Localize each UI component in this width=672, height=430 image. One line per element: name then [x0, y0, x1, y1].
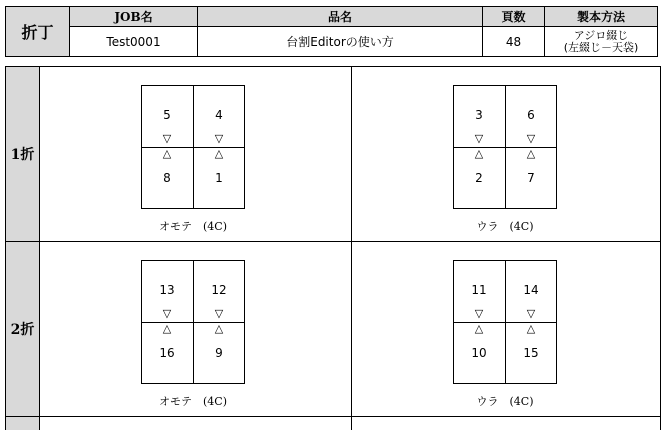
page-number: 2 [475, 171, 483, 185]
fold-label: 1折 [6, 67, 40, 241]
page-number: 13 [159, 283, 175, 297]
page-number: 11 [471, 283, 487, 297]
fold-row-1 [6, 67, 660, 242]
product-name: 台割Editorの使い方 [198, 27, 483, 57]
back-cell [351, 417, 660, 430]
page-number: 1 [215, 171, 223, 185]
job-name: Test0001 [70, 27, 198, 57]
col-header-job: JOB名 [70, 7, 198, 27]
page-number: 7 [527, 171, 535, 185]
triangle-up-icon: △ [162, 322, 172, 335]
front-cell [40, 242, 351, 416]
imposition-sheet[interactable] [453, 260, 557, 384]
page-number: 3 [475, 108, 483, 122]
page-number: 5 [163, 108, 171, 122]
front-cell [40, 67, 351, 241]
triangle-up-icon: △ [474, 322, 484, 335]
fold-label [6, 417, 40, 430]
triangle-up-icon: △ [214, 147, 224, 160]
triangle-down-icon: ▽ [162, 132, 172, 145]
fold-label: 2折 [6, 242, 40, 416]
col-header-product: 品名 [198, 7, 483, 27]
fold-row-2 [6, 242, 660, 417]
page-number: 14 [523, 283, 539, 297]
sheet-caption: ウラ (4C) [476, 395, 534, 408]
page-number: 10 [471, 346, 487, 360]
page-number: 15 [523, 346, 539, 360]
imposition-grid [5, 66, 661, 430]
binding-line-2: (左綴じ－天袋) [563, 40, 639, 54]
triangle-down-icon: ▽ [214, 132, 224, 145]
back-cell [351, 67, 660, 241]
imposition-sheet[interactable] [141, 260, 245, 384]
page-number: 8 [163, 171, 171, 185]
back-cell [351, 242, 660, 416]
page-number: 16 [159, 346, 175, 360]
triangle-down-icon: ▽ [474, 132, 484, 145]
triangle-down-icon: ▽ [526, 307, 536, 320]
page-number: 9 [215, 346, 223, 360]
page-number: 4 [215, 108, 223, 122]
fold-row-3 [6, 417, 660, 430]
triangle-up-icon: △ [526, 322, 536, 335]
triangle-up-icon: △ [162, 147, 172, 160]
triangle-down-icon: ▽ [162, 307, 172, 320]
header-table [5, 6, 658, 57]
col-header-pages: 頁数 [483, 7, 545, 27]
triangle-down-icon: ▽ [214, 307, 224, 320]
imposition-sheet[interactable] [453, 85, 557, 209]
imposition-sheet[interactable] [141, 85, 245, 209]
sheet-caption: オモテ (4C) [159, 395, 227, 408]
section-label: 折丁 [6, 7, 70, 57]
col-header-binding: 製本方法 [545, 7, 658, 27]
page-count: 48 [483, 27, 545, 57]
page-number: 6 [527, 108, 535, 122]
triangle-up-icon: △ [526, 147, 536, 160]
page-number: 12 [211, 283, 227, 297]
sheet-caption: ウラ (4C) [476, 220, 534, 233]
triangle-down-icon: ▽ [474, 307, 484, 320]
triangle-up-icon: △ [474, 147, 484, 160]
sheet-caption: オモテ (4C) [159, 220, 227, 233]
triangle-up-icon: △ [214, 322, 224, 335]
binding-method [545, 27, 658, 57]
triangle-down-icon: ▽ [526, 132, 536, 145]
binding-line-1: アジロ綴じ [573, 28, 629, 42]
